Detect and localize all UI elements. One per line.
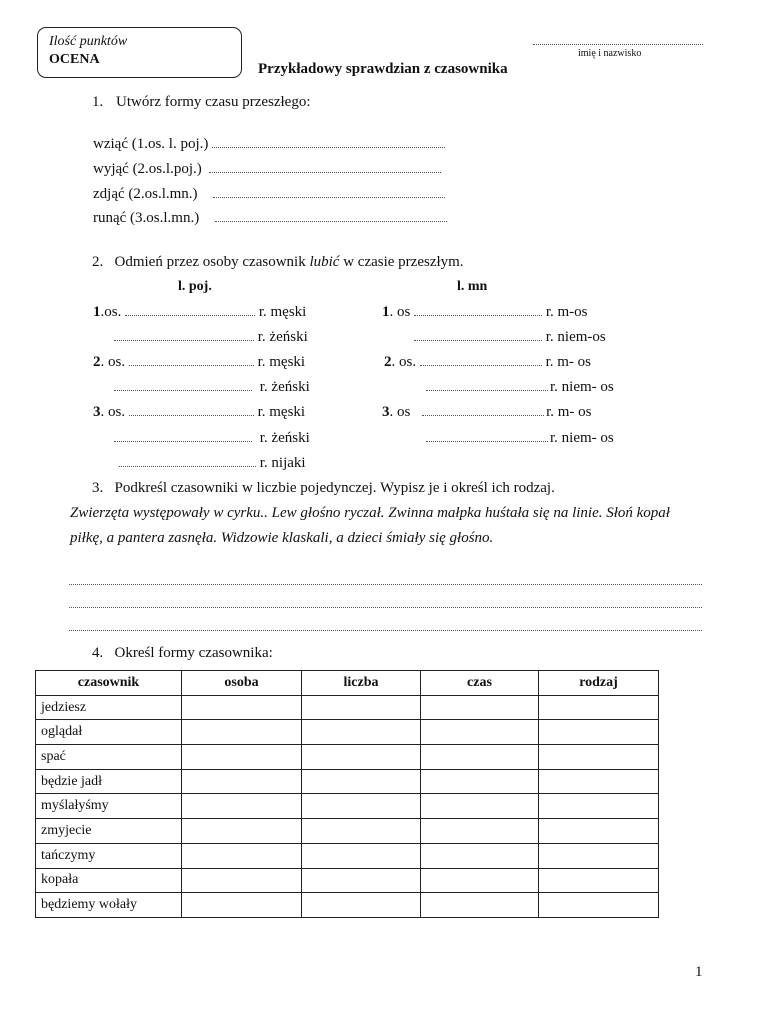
task1-number: 1. <box>92 94 104 110</box>
header-rodzaj: rodzaj <box>539 671 659 696</box>
sg-row-2f: r. żeński <box>114 379 310 396</box>
answer-cell[interactable] <box>421 893 539 918</box>
pl-row-2f: r. niem- os <box>426 379 614 396</box>
answer-line <box>125 315 255 316</box>
answer-cell[interactable] <box>182 794 302 819</box>
sg-row-3f: r. żeński <box>114 430 310 447</box>
verb-cell: myślałyśmy <box>36 794 182 819</box>
task3-instruction: 3. Podkreśl czasowniki w liczbie pojedynczej. Wypisz je i określ ich rodzaj. <box>92 480 555 496</box>
header-czasownik: czasownik <box>36 671 182 696</box>
answer-cell[interactable] <box>539 868 659 893</box>
pl-row-3m: 3. os r. m- os <box>382 404 592 420</box>
answer-cell[interactable] <box>539 794 659 819</box>
verb-cell: będzie jadł <box>36 769 182 794</box>
task3-text-line2: piłkę, a pantera zasnęła. Widzowie klaskali, a dzieci śmiały się głośno. <box>70 530 494 546</box>
answer-cell[interactable] <box>182 843 302 868</box>
table-row <box>36 769 659 794</box>
answer-line <box>426 441 548 442</box>
answer-cell[interactable] <box>182 868 302 893</box>
verb-cell: kopała <box>36 868 182 893</box>
answer-cell[interactable] <box>421 868 539 893</box>
table-row <box>36 893 659 918</box>
header-osoba: osoba <box>182 671 302 696</box>
task3-text-line1: Zwierzęta występowały w cyrku.. Lew głośno ryczał. Zwinna małpka huśtała się na linie. Słoń kopał <box>70 505 670 521</box>
answer-cell[interactable] <box>539 843 659 868</box>
answer-line <box>114 340 254 341</box>
verb-forms-table <box>35 670 659 918</box>
task2-instruction: 2. Odmień przez osoby czasownik lubić w czasie przeszłym. <box>92 254 464 270</box>
pl-row-1m: 1. os r. m-os <box>382 304 588 320</box>
answer-line <box>215 221 447 222</box>
table-row <box>36 695 659 720</box>
task1-item: runąć (3.os.l.mn.) <box>93 210 447 227</box>
answer-line <box>414 340 542 341</box>
answer-line <box>213 197 445 198</box>
answer-cell[interactable] <box>539 720 659 745</box>
task1-item: wyjąć (2.os.l.poj.) <box>93 161 441 178</box>
verb-cell: spać <box>36 745 182 770</box>
answer-cell[interactable] <box>539 819 659 844</box>
answer-line <box>209 172 441 173</box>
pl-row-1f: r. niem-os <box>414 329 606 346</box>
answer-cell[interactable] <box>302 745 421 770</box>
task1-instruction: Utwórz formy czasu przeszłego: <box>116 94 311 110</box>
verb-cell: oglądał <box>36 720 182 745</box>
answer-cell[interactable] <box>539 893 659 918</box>
answer-line <box>69 607 702 608</box>
answer-cell[interactable] <box>182 769 302 794</box>
answer-cell[interactable] <box>421 819 539 844</box>
answer-cell[interactable] <box>421 843 539 868</box>
sg-row-1m: 1.os. r. męski <box>93 304 307 320</box>
col-singular: l. poj. <box>178 279 212 294</box>
table-header-row <box>36 671 659 696</box>
answer-cell[interactable] <box>421 794 539 819</box>
answer-line <box>426 390 548 391</box>
answer-cell[interactable] <box>539 769 659 794</box>
answer-cell[interactable] <box>421 769 539 794</box>
verb-cell: jedziesz <box>36 695 182 720</box>
name-caption: imię i nazwisko <box>578 48 642 59</box>
answer-line <box>114 390 252 391</box>
answer-cell[interactable] <box>302 868 421 893</box>
answer-line <box>129 415 254 416</box>
answer-cell[interactable] <box>182 745 302 770</box>
header-liczba: liczba <box>302 671 421 696</box>
answer-line <box>212 147 445 148</box>
sg-row-1f: r. żeński <box>114 329 308 346</box>
sg-row-2m: 2. os. r. męski <box>93 354 306 370</box>
page-number: 1 <box>695 964 703 980</box>
table-row <box>36 745 659 770</box>
answer-line <box>114 441 252 442</box>
answer-cell[interactable] <box>302 720 421 745</box>
sg-row-3m: 3. os. r. męski <box>93 404 306 420</box>
header-czas: czas <box>421 671 539 696</box>
answer-cell[interactable] <box>182 819 302 844</box>
answer-line <box>422 415 544 416</box>
table-row <box>36 843 659 868</box>
answer-cell[interactable] <box>539 745 659 770</box>
answer-line <box>69 584 702 585</box>
answer-cell[interactable] <box>182 720 302 745</box>
answer-cell[interactable] <box>421 720 539 745</box>
answer-cell[interactable] <box>302 769 421 794</box>
answer-cell[interactable] <box>302 843 421 868</box>
answer-line <box>69 630 702 631</box>
col-plural: l. mn <box>457 279 488 294</box>
answer-cell[interactable] <box>421 745 539 770</box>
answer-cell[interactable] <box>182 695 302 720</box>
table-row <box>36 868 659 893</box>
task4-instruction: 4. Określ formy czasownika: <box>92 645 273 661</box>
answer-cell[interactable] <box>302 893 421 918</box>
table-row <box>36 794 659 819</box>
verb-cell: będziemy wołały <box>36 893 182 918</box>
pl-row-2m: 2. os. r. m- os <box>384 354 592 370</box>
answer-line <box>414 315 542 316</box>
verb-lubic: lubić <box>309 254 340 270</box>
page-title: Przykładowy sprawdzian z czasownika <box>258 61 508 77</box>
answer-cell[interactable] <box>421 695 539 720</box>
verb-cell: zmyjecie <box>36 819 182 844</box>
points-label: Ilość punktów <box>49 34 128 49</box>
grade-label: OCENA <box>49 52 100 67</box>
answer-line <box>119 466 256 467</box>
answer-cell[interactable] <box>182 893 302 918</box>
sg-row-3n: r. nijaki <box>119 455 306 472</box>
table-row <box>36 819 659 844</box>
answer-line <box>420 365 542 366</box>
verb-cell: tańczymy <box>36 843 182 868</box>
task1-item: zdjąć (2.os.l.mn.) <box>93 186 445 203</box>
answer-cell[interactable] <box>539 695 659 720</box>
pl-row-3f: r. niem- os <box>426 430 614 447</box>
answer-line <box>129 365 254 366</box>
table-row <box>36 720 659 745</box>
name-line <box>533 44 703 45</box>
answer-cell[interactable] <box>302 695 421 720</box>
answer-cell[interactable] <box>302 819 421 844</box>
task1-item: wziąć (1.os. l. poj.) <box>93 136 445 153</box>
answer-cell[interactable] <box>302 794 421 819</box>
score-box <box>37 27 242 78</box>
